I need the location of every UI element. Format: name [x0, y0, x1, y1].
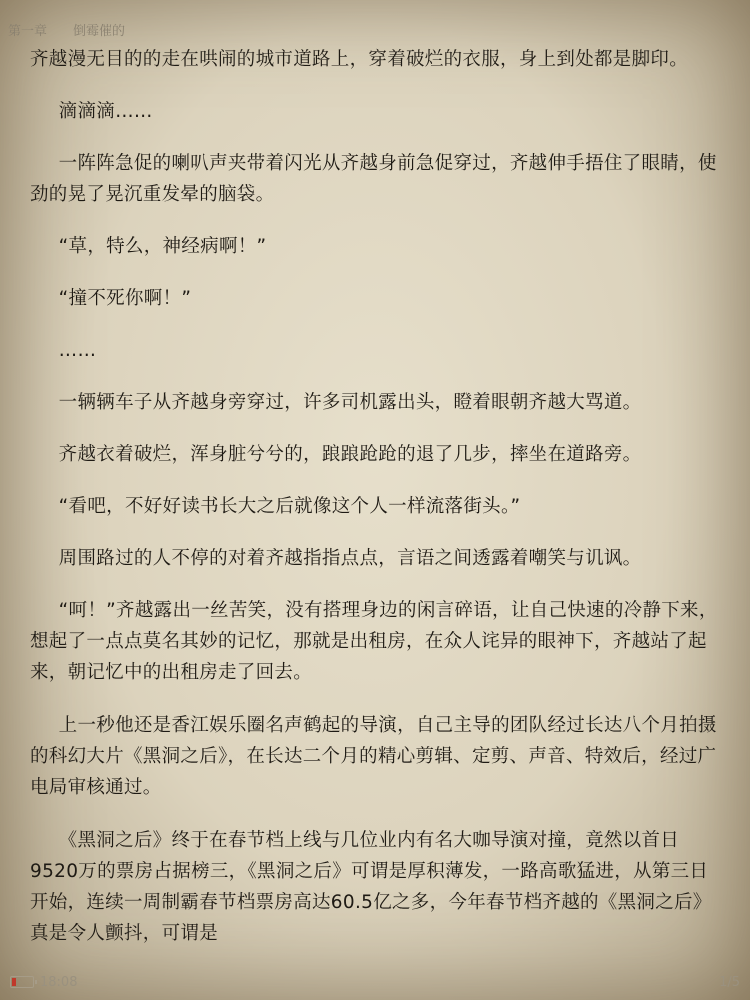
paragraph: “呵！”齐越露出一丝苦笑，没有搭理身边的闲言碎语，让自己快速的冷静下来，想起了一点点莫名其妙的记忆，那就是出租房，在众人诧异的眼神下，齐越站了起来，朝记忆中的出租房走了回去。: [30, 600, 718, 683]
paragraph: 齐越漫无目的的走在哄闹的城市道路上，穿着破烂的衣服，身上到处都是脚印。: [30, 49, 689, 70]
paragraph: 《黑洞之后》终于在春节档上线与几位业内有名大咖导演对撞，竟然以首日9520万的票房占据榜三，《黑洞之后》可谓是厚积薄发，一路高歌猛进，从第三日开始，连续一周制霸春节档票房高达60.5亿之多，今年春节档齐越的《黑洞之后》真是令人颤抖，可谓是: [30, 830, 712, 944]
paragraph: 齐越衣着破烂，浑身脏兮兮的，踉踉跄跄的退了几步，摔坐在道路旁。: [58, 444, 642, 465]
paragraph: 一辆辆车子从齐越身旁穿过，许多司机露出头，瞪着眼朝齐越大骂道。: [58, 392, 642, 413]
battery-icon: [10, 976, 34, 988]
page-indicator: 1/5: [719, 974, 740, 990]
chapter-number: 第一章: [8, 24, 48, 39]
paragraph: 一阵阵急促的喇叭声夹带着闪光从齐越身前急促穿过，齐越伸手捂住了眼睛，使劲的晃了晃沉重发晕的脑袋。: [30, 153, 717, 205]
paragraph: 滴滴滴……: [58, 101, 153, 122]
paragraph: “看吧，不好好读书长大之后就像这个人一样流落街头。”: [58, 496, 521, 517]
paragraph: 上一秒他还是香江娱乐圈名声鹤起的导演，自己主导的团队经过长达八个月拍摄的科幻大片《黑洞之后》，在长达二个月的精心剪辑、定剪、声音、特效后，经过广电局审核通过。: [30, 715, 717, 798]
status-left: [10, 975, 77, 990]
paragraph: 周围路过的人不停的对着齐越指指点点，言语之间透露着嘲笑与讥讽。: [58, 548, 642, 569]
chapter-header: [8, 20, 125, 40]
clock-time: 18:08: [40, 974, 78, 990]
paragraph: “草，特么，神经病啊！”: [58, 236, 267, 257]
status-footer: [10, 972, 740, 992]
paragraph: “撞不死你啊！”: [58, 288, 192, 309]
battery-level: [12, 978, 16, 986]
reading-content[interactable]: [0, 44, 750, 949]
paragraph: ……: [58, 340, 97, 361]
chapter-title: 倒霉催的: [73, 24, 126, 39]
